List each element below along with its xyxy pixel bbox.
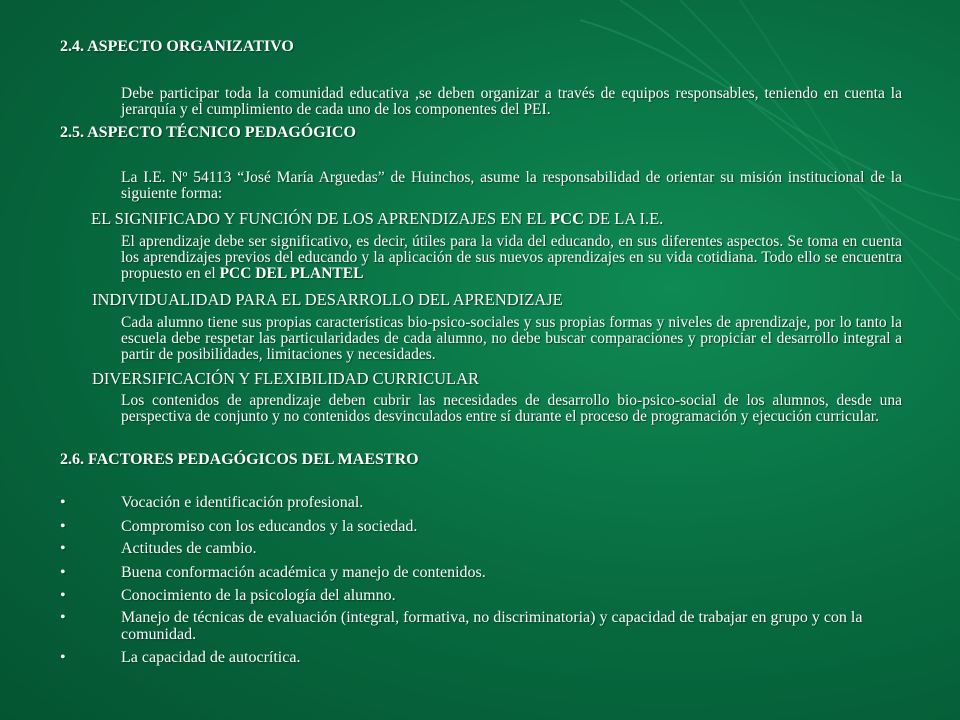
bullet-icon: • <box>60 587 66 604</box>
subsection-significado-pcc-plantel: PCC DEL PLANTEL <box>219 265 364 282</box>
section-heading-2-4: 2.4. ASPECTO ORGANIZATIVO <box>60 38 294 55</box>
section-heading-2-6: 2.6. FACTORES PEDAGÓGICOS DEL MAESTRO <box>60 451 419 468</box>
section-2-4-body: Debe participar toda la comunidad educativa ,se deben organizar a través de equipos responsables, teniendo en cuenta la jerarquía y el cumplimiento de cada uno de los componentes del PEI. <box>121 85 902 118</box>
subheading-significado-pcc: PCC <box>550 209 585 228</box>
bullet-text: Compromiso con los educandos y la sociedad. <box>121 518 418 535</box>
bullet-icon: • <box>60 564 66 581</box>
section-2-5-body: La I.E. Nº 54113 “José María Arguedas” de Huinchos, asume la responsabilidad de orientar su misión institucional de la siguiente forma: <box>121 169 902 202</box>
subheading-significado-part-a: EL SIGNIFICADO Y FUNCIÓN DE LOS APRENDIZAJES EN EL <box>91 209 551 228</box>
bullet-text: Vocación e identificación profesional. <box>121 494 364 511</box>
subsection-significado-body <box>121 234 902 282</box>
bullet-text: Manejo de técnicas de evaluación (integral, formativa, no discriminatoria) y capacidad de trabajar en grupo y con la comunidad. <box>121 609 863 643</box>
subheading-significado-part-c: DE LA I.E. <box>584 209 664 228</box>
bullet-text: La capacidad de autocrítica. <box>121 649 301 666</box>
bullet-icon: • <box>60 540 66 557</box>
bullet-icon: • <box>60 649 66 666</box>
bullet-icon: • <box>60 609 66 626</box>
subsection-significado-text: El aprendizaje debe ser significativo, es decir, útiles para la vida del educando, en sus diferentes aspectos. Se toma en cuenta los aprendizajes previos del educando y la aplicación de sus nuevos aprendizajes en su vida cotidiana. Todo ello se encuentra propuesto en el <box>121 233 902 282</box>
bullet-text: Actitudes de cambio. <box>121 540 257 557</box>
subsection-individualidad-body: Cada alumno tiene sus propias características bio-psico-sociales y sus propias formas y niveles de aprendizaje, por lo tanto la escuela debe respetar las particularidades de cada alumno, no debe buscar comparaciones y propiciar el desarrollo integral a partir de posibilidades, limitaciones y necesidades. <box>121 314 902 363</box>
subsection-diversificacion-body: Los contenidos de aprendizaje deben cubrir las necesidades de desarrollo bio-psico-social de los alumnos, desde una perspectiva de conjunto y no contenidos desvinculados entre sí durante el proceso de programación y ejecución curricular. <box>121 392 902 425</box>
subheading-individualidad: INDIVIDUALIDAD PARA EL DESARROLLO DEL APRENDIZAJE <box>92 290 563 309</box>
bullet-icon: • <box>60 494 66 511</box>
subheading-diversificacion: DIVERSIFICACIÓN Y FLEXIBILIDAD CURRICULAR <box>92 369 479 388</box>
bullet-text: Conocimiento de la psicología del alumno. <box>121 587 396 604</box>
section-heading-2-5: 2.5. ASPECTO TÉCNICO PEDAGÓGICO <box>60 124 356 141</box>
bullet-icon: • <box>60 518 66 535</box>
subheading-significado <box>91 209 663 229</box>
bullet-text: Buena conformación académica y manejo de contenidos. <box>121 564 486 581</box>
